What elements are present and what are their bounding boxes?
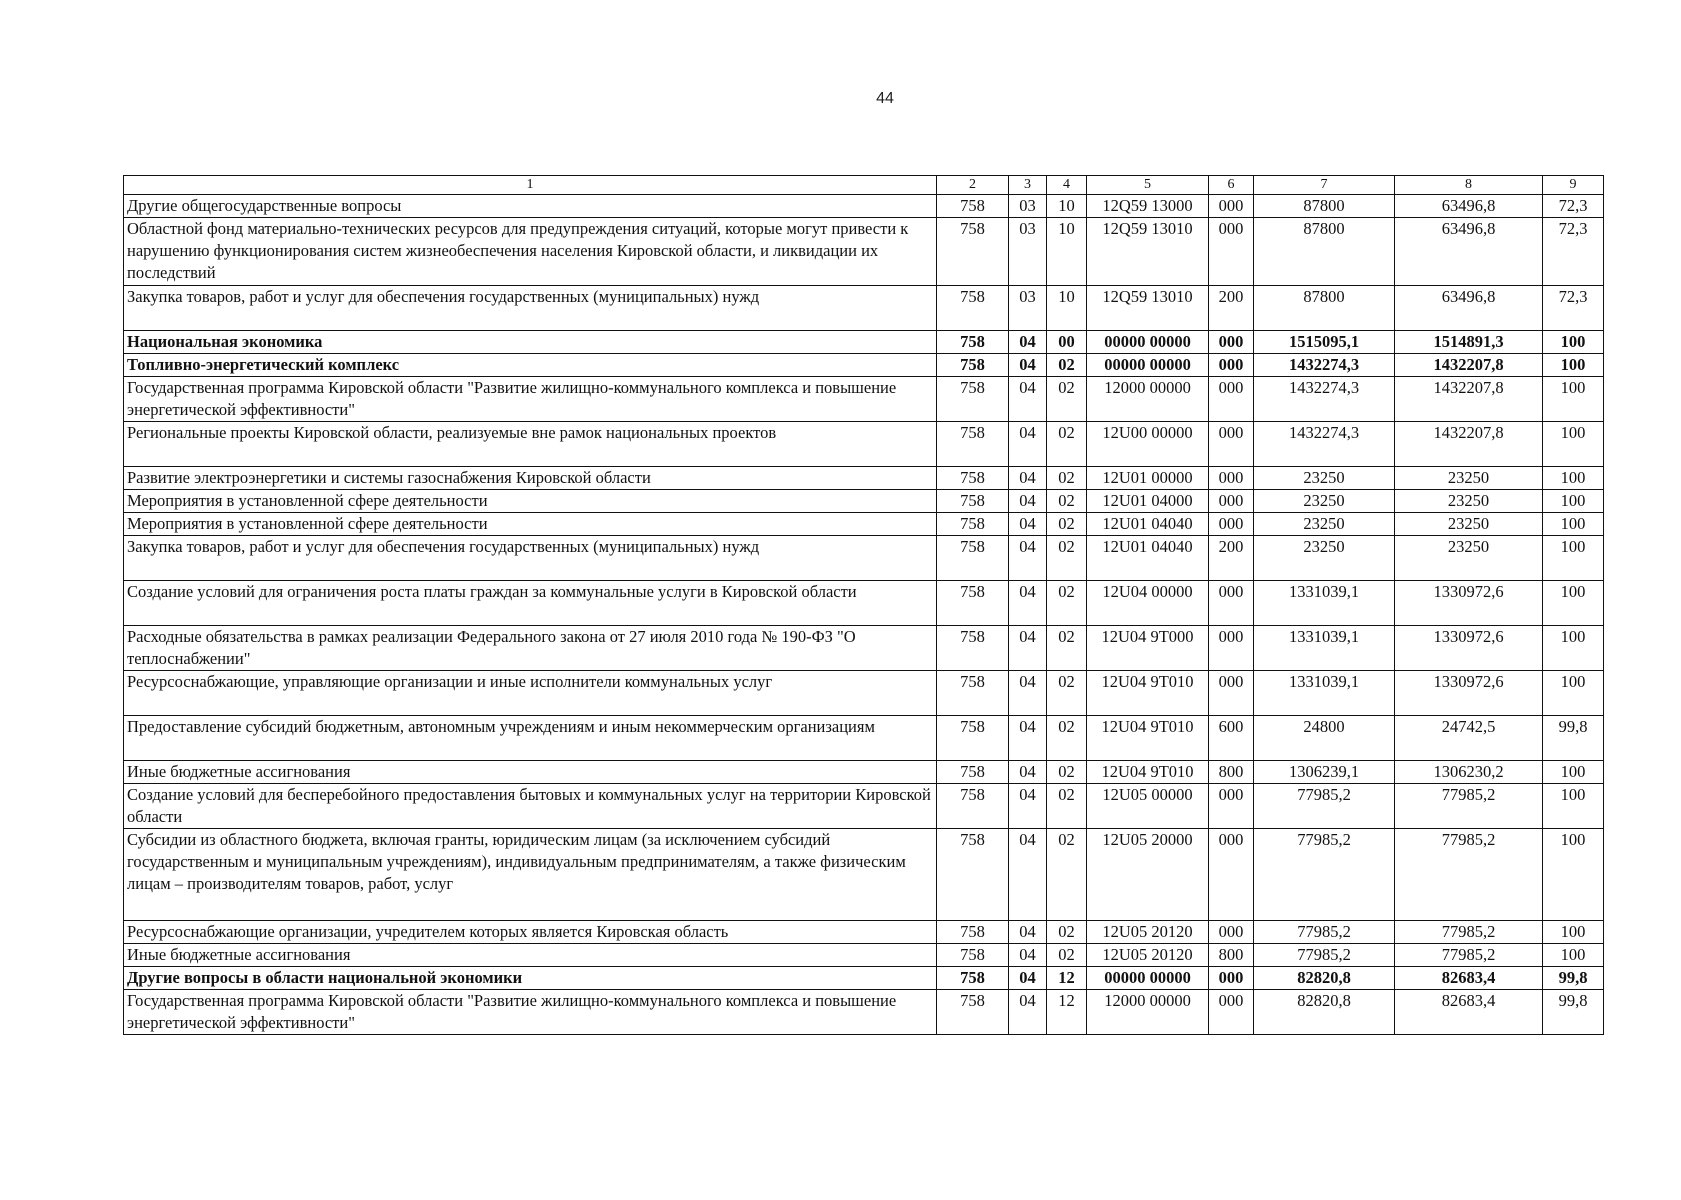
cell-col-2: 758 <box>937 921 1009 944</box>
cell-col-4: 02 <box>1047 921 1087 944</box>
cell-col-6: 000 <box>1209 218 1254 286</box>
cell-col-2: 758 <box>937 829 1009 921</box>
cell-col-3: 04 <box>1009 626 1047 671</box>
cell-col-6: 000 <box>1209 377 1254 422</box>
table-row <box>124 761 1604 784</box>
cell-col-7: 82820,8 <box>1254 967 1395 990</box>
table-row <box>124 671 1604 716</box>
cell-col-5: 12U04 9T010 <box>1087 716 1209 761</box>
cell-col-7: 23250 <box>1254 467 1395 490</box>
cell-col-3: 04 <box>1009 422 1047 467</box>
column-header: 2 <box>937 176 1009 195</box>
cell-col-7: 82820,8 <box>1254 990 1395 1035</box>
cell-col-6: 000 <box>1209 784 1254 829</box>
cell-col-3: 04 <box>1009 761 1047 784</box>
column-header: 6 <box>1209 176 1254 195</box>
row-name-cell: Ресурсоснабжающие, управляющие организации и иные исполнители коммунальных услуг <box>124 671 937 716</box>
cell-col-6: 000 <box>1209 467 1254 490</box>
row-name-cell: Государственная программа Кировской области "Развитие жилищно-коммунального комплекса и повышение энергетической эффективности" <box>124 990 937 1035</box>
table-row <box>124 286 1604 331</box>
cell-col-4: 02 <box>1047 490 1087 513</box>
cell-col-5: 00000 00000 <box>1087 354 1209 377</box>
cell-col-2: 758 <box>937 195 1009 218</box>
column-header: 9 <box>1543 176 1604 195</box>
cell-col-8: 23250 <box>1395 467 1543 490</box>
cell-col-8: 1330972,6 <box>1395 581 1543 626</box>
cell-col-4: 02 <box>1047 422 1087 467</box>
cell-col-2: 758 <box>937 716 1009 761</box>
row-name-cell: Мероприятия в установленной сфере деятельности <box>124 490 937 513</box>
row-name-cell: Иные бюджетные ассигнования <box>124 944 937 967</box>
cell-col-7: 23250 <box>1254 513 1395 536</box>
cell-col-3: 03 <box>1009 195 1047 218</box>
table-row <box>124 944 1604 967</box>
table-row <box>124 716 1604 761</box>
cell-col-2: 758 <box>937 626 1009 671</box>
cell-col-5: 12U05 20120 <box>1087 921 1209 944</box>
cell-col-4: 10 <box>1047 286 1087 331</box>
cell-col-5: 12U05 20000 <box>1087 829 1209 921</box>
row-name-cell: Региональные проекты Кировской области, реализуемые вне рамок национальных проектов <box>124 422 937 467</box>
cell-col-6: 800 <box>1209 761 1254 784</box>
column-header: 8 <box>1395 176 1543 195</box>
table-row <box>124 967 1604 990</box>
cell-col-8: 23250 <box>1395 536 1543 581</box>
table-row <box>124 467 1604 490</box>
cell-col-4: 02 <box>1047 761 1087 784</box>
cell-col-7: 1432274,3 <box>1254 354 1395 377</box>
cell-col-8: 1432207,8 <box>1395 422 1543 467</box>
cell-col-5: 12000 00000 <box>1087 377 1209 422</box>
cell-col-2: 758 <box>937 218 1009 286</box>
table-row <box>124 218 1604 286</box>
table-row <box>124 377 1604 422</box>
cell-col-7: 77985,2 <box>1254 784 1395 829</box>
cell-col-5: 00000 00000 <box>1087 331 1209 354</box>
cell-col-4: 02 <box>1047 377 1087 422</box>
cell-col-7: 87800 <box>1254 195 1395 218</box>
cell-col-8: 77985,2 <box>1395 921 1543 944</box>
cell-col-9: 100 <box>1543 536 1604 581</box>
cell-col-4: 02 <box>1047 354 1087 377</box>
cell-col-9: 100 <box>1543 581 1604 626</box>
cell-col-6: 000 <box>1209 626 1254 671</box>
cell-col-8: 1330972,6 <box>1395 626 1543 671</box>
row-name-cell: Создание условий для ограничения роста платы граждан за коммунальные услуги в Кировской области <box>124 581 937 626</box>
row-name-cell: Государственная программа Кировской области "Развитие жилищно-коммунального комплекса и повышение энергетической эффективности" <box>124 377 937 422</box>
cell-col-7: 24800 <box>1254 716 1395 761</box>
cell-col-2: 758 <box>937 354 1009 377</box>
cell-col-3: 04 <box>1009 829 1047 921</box>
cell-col-9: 100 <box>1543 944 1604 967</box>
cell-col-2: 758 <box>937 761 1009 784</box>
column-header: 5 <box>1087 176 1209 195</box>
cell-col-7: 87800 <box>1254 286 1395 331</box>
row-name-cell: Иные бюджетные ассигнования <box>124 761 937 784</box>
row-name-cell: Областной фонд материально-технических ресурсов для предупреждения ситуаций, которые могут привести к нарушению функционирования систем жизнеобеспечения населения Кировской области, и ликвидации их последствий <box>124 218 937 286</box>
table-row <box>124 331 1604 354</box>
cell-col-3: 04 <box>1009 967 1047 990</box>
cell-col-4: 00 <box>1047 331 1087 354</box>
cell-col-8: 1432207,8 <box>1395 377 1543 422</box>
cell-col-8: 23250 <box>1395 490 1543 513</box>
cell-col-8: 77985,2 <box>1395 829 1543 921</box>
cell-col-9: 100 <box>1543 422 1604 467</box>
row-name-cell: Закупка товаров, работ и услуг для обеспечения государственных (муниципальных) нужд <box>124 286 937 331</box>
cell-col-3: 04 <box>1009 944 1047 967</box>
cell-col-3: 04 <box>1009 536 1047 581</box>
cell-col-2: 758 <box>937 990 1009 1035</box>
cell-col-9: 100 <box>1543 921 1604 944</box>
cell-col-3: 04 <box>1009 513 1047 536</box>
cell-col-2: 758 <box>937 536 1009 581</box>
cell-col-9: 99,8 <box>1543 990 1604 1035</box>
cell-col-7: 77985,2 <box>1254 944 1395 967</box>
cell-col-8: 1514891,3 <box>1395 331 1543 354</box>
cell-col-6: 000 <box>1209 967 1254 990</box>
budget-table <box>123 175 1604 1035</box>
cell-col-4: 02 <box>1047 581 1087 626</box>
cell-col-5: 12U04 9T010 <box>1087 671 1209 716</box>
cell-col-4: 02 <box>1047 829 1087 921</box>
cell-col-8: 77985,2 <box>1395 944 1543 967</box>
cell-col-6: 000 <box>1209 990 1254 1035</box>
cell-col-4: 02 <box>1047 626 1087 671</box>
cell-col-4: 10 <box>1047 218 1087 286</box>
table-row <box>124 784 1604 829</box>
row-name-cell: Предоставление субсидий бюджетным, автономным учреждениям и иным некоммерческим организациям <box>124 716 937 761</box>
cell-col-2: 758 <box>937 467 1009 490</box>
cell-col-3: 03 <box>1009 218 1047 286</box>
cell-col-3: 04 <box>1009 990 1047 1035</box>
cell-col-3: 04 <box>1009 921 1047 944</box>
cell-col-2: 758 <box>937 784 1009 829</box>
cell-col-5: 12U01 00000 <box>1087 467 1209 490</box>
column-header: 3 <box>1009 176 1047 195</box>
cell-col-5: 00000 00000 <box>1087 967 1209 990</box>
row-name-cell: Создание условий для бесперебойного предоставления бытовых и коммунальных услуг на территории Кировской области <box>124 784 937 829</box>
table-row <box>124 195 1604 218</box>
cell-col-8: 1306230,2 <box>1395 761 1543 784</box>
cell-col-8: 63496,8 <box>1395 195 1543 218</box>
cell-col-8: 23250 <box>1395 513 1543 536</box>
cell-col-6: 800 <box>1209 944 1254 967</box>
cell-col-5: 12Q59 13000 <box>1087 195 1209 218</box>
cell-col-9: 100 <box>1543 513 1604 536</box>
cell-col-9: 72,3 <box>1543 195 1604 218</box>
cell-col-6: 600 <box>1209 716 1254 761</box>
cell-col-4: 02 <box>1047 467 1087 490</box>
cell-col-9: 100 <box>1543 354 1604 377</box>
cell-col-3: 03 <box>1009 286 1047 331</box>
table-row <box>124 536 1604 581</box>
row-name-cell: Другие вопросы в области национальной экономики <box>124 967 937 990</box>
cell-col-4: 02 <box>1047 716 1087 761</box>
cell-col-6: 200 <box>1209 286 1254 331</box>
cell-col-9: 99,8 <box>1543 967 1604 990</box>
cell-col-5: 12U01 04040 <box>1087 536 1209 581</box>
cell-col-8: 24742,5 <box>1395 716 1543 761</box>
cell-col-4: 12 <box>1047 967 1087 990</box>
table-row <box>124 354 1604 377</box>
cell-col-6: 200 <box>1209 536 1254 581</box>
cell-col-9: 72,3 <box>1543 286 1604 331</box>
cell-col-8: 82683,4 <box>1395 967 1543 990</box>
table-row <box>124 990 1604 1035</box>
cell-col-6: 000 <box>1209 671 1254 716</box>
cell-col-5: 12U01 04040 <box>1087 513 1209 536</box>
cell-col-9: 72,3 <box>1543 218 1604 286</box>
cell-col-9: 100 <box>1543 490 1604 513</box>
cell-col-6: 000 <box>1209 354 1254 377</box>
cell-col-2: 758 <box>937 671 1009 716</box>
cell-col-2: 758 <box>937 944 1009 967</box>
row-name-cell: Национальная экономика <box>124 331 937 354</box>
table-row <box>124 422 1604 467</box>
cell-col-2: 758 <box>937 286 1009 331</box>
column-header: 4 <box>1047 176 1087 195</box>
cell-col-9: 100 <box>1543 761 1604 784</box>
cell-col-2: 758 <box>937 377 1009 422</box>
cell-col-3: 04 <box>1009 581 1047 626</box>
cell-col-4: 02 <box>1047 784 1087 829</box>
cell-col-3: 04 <box>1009 467 1047 490</box>
cell-col-7: 77985,2 <box>1254 829 1395 921</box>
row-name-cell: Расходные обязательства в рамках реализации Федерального закона от 27 июля 2010 года № 190-ФЗ "О теплоснабжении" <box>124 626 937 671</box>
cell-col-9: 100 <box>1543 784 1604 829</box>
cell-col-3: 04 <box>1009 331 1047 354</box>
cell-col-7: 1331039,1 <box>1254 671 1395 716</box>
cell-col-7: 1331039,1 <box>1254 626 1395 671</box>
cell-col-8: 1330972,6 <box>1395 671 1543 716</box>
column-header: 7 <box>1254 176 1395 195</box>
table-row <box>124 921 1604 944</box>
cell-col-3: 04 <box>1009 377 1047 422</box>
cell-col-3: 04 <box>1009 354 1047 377</box>
cell-col-4: 02 <box>1047 536 1087 581</box>
cell-col-5: 12000 00000 <box>1087 990 1209 1035</box>
cell-col-2: 758 <box>937 967 1009 990</box>
cell-col-7: 23250 <box>1254 536 1395 581</box>
table-row <box>124 581 1604 626</box>
cell-col-2: 758 <box>937 422 1009 467</box>
cell-col-4: 10 <box>1047 195 1087 218</box>
row-name-cell: Ресурсоснабжающие организации, учредителем которых является Кировская область <box>124 921 937 944</box>
table-header-row <box>124 176 1604 195</box>
cell-col-4: 02 <box>1047 671 1087 716</box>
cell-col-3: 04 <box>1009 490 1047 513</box>
cell-col-6: 000 <box>1209 581 1254 626</box>
column-header: 1 <box>124 176 937 195</box>
cell-col-5: 12Q59 13010 <box>1087 286 1209 331</box>
cell-col-3: 04 <box>1009 784 1047 829</box>
cell-col-5: 12U05 20120 <box>1087 944 1209 967</box>
row-name-cell: Мероприятия в установленной сфере деятельности <box>124 513 937 536</box>
cell-col-6: 000 <box>1209 921 1254 944</box>
cell-col-7: 1432274,3 <box>1254 422 1395 467</box>
cell-col-2: 758 <box>937 490 1009 513</box>
cell-col-8: 63496,8 <box>1395 286 1543 331</box>
table-row <box>124 513 1604 536</box>
cell-col-5: 12U04 9T010 <box>1087 761 1209 784</box>
cell-col-5: 12U05 00000 <box>1087 784 1209 829</box>
cell-col-6: 000 <box>1209 829 1254 921</box>
table-row <box>124 829 1604 921</box>
cell-col-3: 04 <box>1009 671 1047 716</box>
cell-col-3: 04 <box>1009 716 1047 761</box>
cell-col-9: 100 <box>1543 331 1604 354</box>
cell-col-7: 23250 <box>1254 490 1395 513</box>
cell-col-5: 12U04 00000 <box>1087 581 1209 626</box>
cell-col-8: 63496,8 <box>1395 218 1543 286</box>
row-name-cell: Топливно-энергетический комплекс <box>124 354 937 377</box>
cell-col-7: 1306239,1 <box>1254 761 1395 784</box>
cell-col-9: 100 <box>1543 467 1604 490</box>
cell-col-6: 000 <box>1209 490 1254 513</box>
table-row <box>124 626 1604 671</box>
cell-col-7: 77985,2 <box>1254 921 1395 944</box>
cell-col-5: 12U01 04000 <box>1087 490 1209 513</box>
cell-col-6: 000 <box>1209 195 1254 218</box>
cell-col-6: 000 <box>1209 513 1254 536</box>
cell-col-6: 000 <box>1209 331 1254 354</box>
row-name-cell: Закупка товаров, работ и услуг для обеспечения государственных (муниципальных) нужд <box>124 536 937 581</box>
cell-col-8: 1432207,8 <box>1395 354 1543 377</box>
page-number: 44 <box>876 90 894 107</box>
cell-col-7: 1515095,1 <box>1254 331 1395 354</box>
cell-col-8: 82683,4 <box>1395 990 1543 1035</box>
row-name-cell: Другие общегосударственные вопросы <box>124 195 937 218</box>
cell-col-4: 02 <box>1047 944 1087 967</box>
cell-col-4: 02 <box>1047 513 1087 536</box>
cell-col-5: 12U00 00000 <box>1087 422 1209 467</box>
table-row <box>124 490 1604 513</box>
cell-col-2: 758 <box>937 581 1009 626</box>
cell-col-2: 758 <box>937 331 1009 354</box>
row-name-cell: Развитие электроэнергетики и системы газоснабжения Кировской области <box>124 467 937 490</box>
cell-col-8: 77985,2 <box>1395 784 1543 829</box>
cell-col-5: 12U04 9T000 <box>1087 626 1209 671</box>
cell-col-7: 1331039,1 <box>1254 581 1395 626</box>
cell-col-9: 100 <box>1543 829 1604 921</box>
cell-col-4: 12 <box>1047 990 1087 1035</box>
cell-col-7: 87800 <box>1254 218 1395 286</box>
cell-col-9: 100 <box>1543 626 1604 671</box>
cell-col-9: 100 <box>1543 671 1604 716</box>
cell-col-5: 12Q59 13010 <box>1087 218 1209 286</box>
cell-col-6: 000 <box>1209 422 1254 467</box>
cell-col-7: 1432274,3 <box>1254 377 1395 422</box>
cell-col-2: 758 <box>937 513 1009 536</box>
row-name-cell: Субсидии из областного бюджета, включая гранты, юридическим лицам (за исключением субсидий государственным и муниципальным учреждениям), индивидуальным предпринимателям, а также физическим лицам – производителям товаров, работ, услуг <box>124 829 937 921</box>
cell-col-9: 99,8 <box>1543 716 1604 761</box>
cell-col-9: 100 <box>1543 377 1604 422</box>
